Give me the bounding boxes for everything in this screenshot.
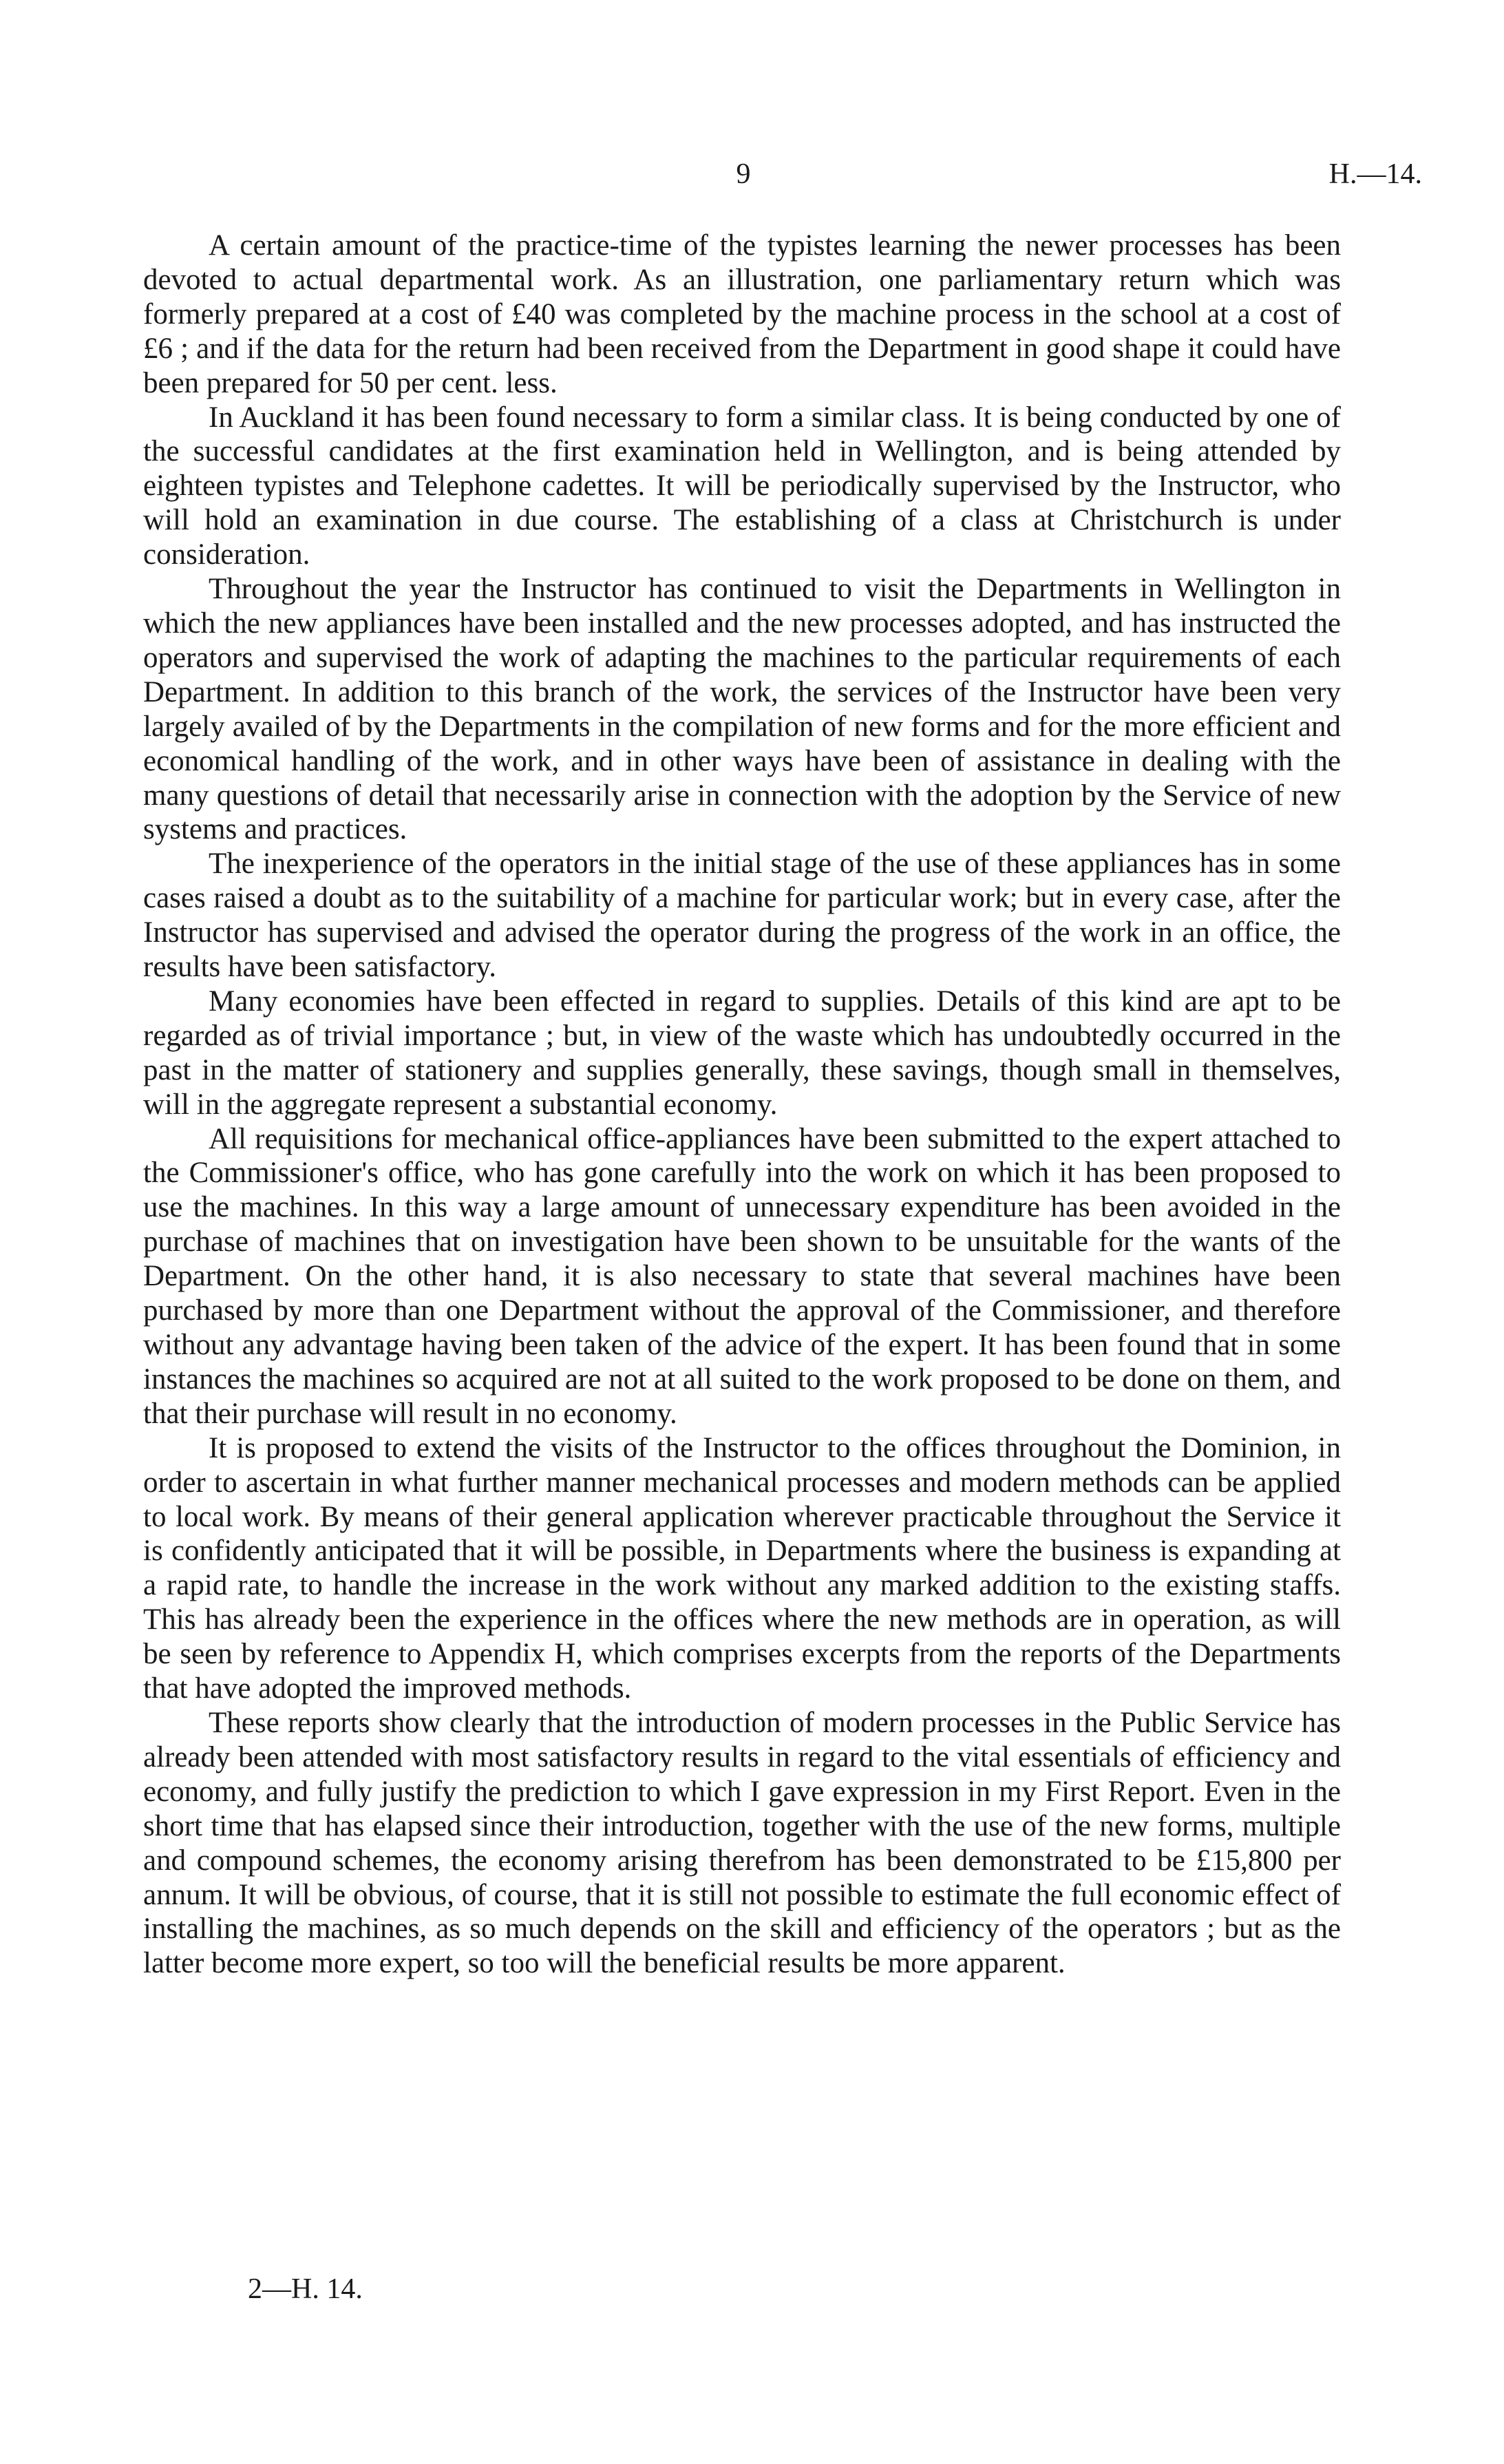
document-reference: H.—14. <box>1328 158 1422 190</box>
paragraph-auckland-class: In Auckland it has been found necessary to form a similar class. It is being conducted by one of the successful candidates at the first examination held in Wellington, and is being attended by eighteen typistes and Telephone cadettes. It will be periodically supervised by the Instructor, who will hold an examination in due course. The establishing of a class at Christchurch is under consideration. <box>143 401 1341 571</box>
paragraph-operator-inexperience: The inexperience of the operators in the initial stage of the use of these appliances has in some cases raised a doubt as to the suitability of a machine for particular work; but in every case, after the Instructor has supervised and advised the operator during the progress of the work in an office, the results have been satisfactory. <box>143 847 1341 984</box>
signature-reference: 2—H. 14. <box>248 2273 363 2305</box>
paragraph-supply-economies: Many economies have been effected in regard to supplies. Details of this kind are apt to be regarded as of trivial importance ; but, in view of the waste which has undoubtedly occurred in the past in the matter of stationery and supplies generally, these savings, though small in themselves, will in the aggregate represent a substantial economy. <box>143 984 1341 1121</box>
body-text <box>143 229 1341 1981</box>
paragraph-reports-results: These reports show clearly that the introduction of modern processes in the Public Service has already been attended with most satisfactory results in regard to the vital essentials of efficiency and economy, and fully justify the prediction to which I gave expression in my First Report. Even in the short time that has elapsed since their introduction, together with the use of the new forms, multiple and compound schemes, the economy arising therefrom has been demonstrated to be £15,800 per annum. It will be obvious, of course, that it is still not possible to estimate the full economic effect of installing the machines, as so much depends on the skill and efficiency of the operators ; but as the latter become more expert, so too will the beneficial results be more apparent. <box>143 1706 1341 1980</box>
paragraph-instructor-visits: Throughout the year the Instructor has continued to visit the Departments in Wellington in which the new appliances have been installed and the new processes adopted, and has instructed the operators and supervised the work of adapting the machines to the particular requirements of each Department. In addition to this branch of the work, the services of the Instructor have been very largely availed of by the Departments in the compilation of new forms and for the more efficient and economical handling of the work, and in other ways have been of assistance in dealing with the many questions of detail that necessarily arise in connection with the adoption by the Service of new systems and practices. <box>143 573 1341 846</box>
paragraph-proposed-extension: It is proposed to extend the visits of the Instructor to the offices throughout the Dominion, in order to ascertain in what further manner mechanical processes and modern methods can be applied to local work. By means of their general application wherever practicable throughout the Service it is confidently anticipated that it will be possible, in Departments where the business is expanding at a rapid rate, to handle the increase in the work without any marked addition to the existing staffs. This has already been the experience in the offices where the new methods are in operation, as will be seen by reference to Appendix H, which comprises excerpts from the reports of the Departments that have adopted the improved methods. <box>143 1431 1341 1705</box>
paragraph-typistes-practice: A certain amount of the practice-time of the typistes learning the newer processes has been devoted to actual departmental work. As an illustration, one parliamentary return which was formerly prepared at a cost of £40 was completed by the machine process in the school at a cost of £6 ; and if the data for the return had been received from the Department in good shape it could have been prepared for 50 per cent. less. <box>143 229 1341 399</box>
page-number: 9 <box>736 158 751 190</box>
paragraph-requisitions: All requisitions for mechanical office-appliances have been submitted to the expert attached to the Commissioner's office, who has gone carefully into the work on which it has been proposed to use the machines. In this way a large amount of unnecessary expenditure has been avoided in the purchase of machines that on investigation have been shown to be unsuitable for the wants of the Department. On the other hand, it is also necessary to state that several machines have been purchased by more than one Department without the approval of the Commissioner, and therefore without any advantage having been taken of the advice of the expert. It has been found that in some instances the machines so acquired are not at all suited to the work proposed to be done on them, and that their purchase will result in no economy. <box>143 1122 1341 1430</box>
